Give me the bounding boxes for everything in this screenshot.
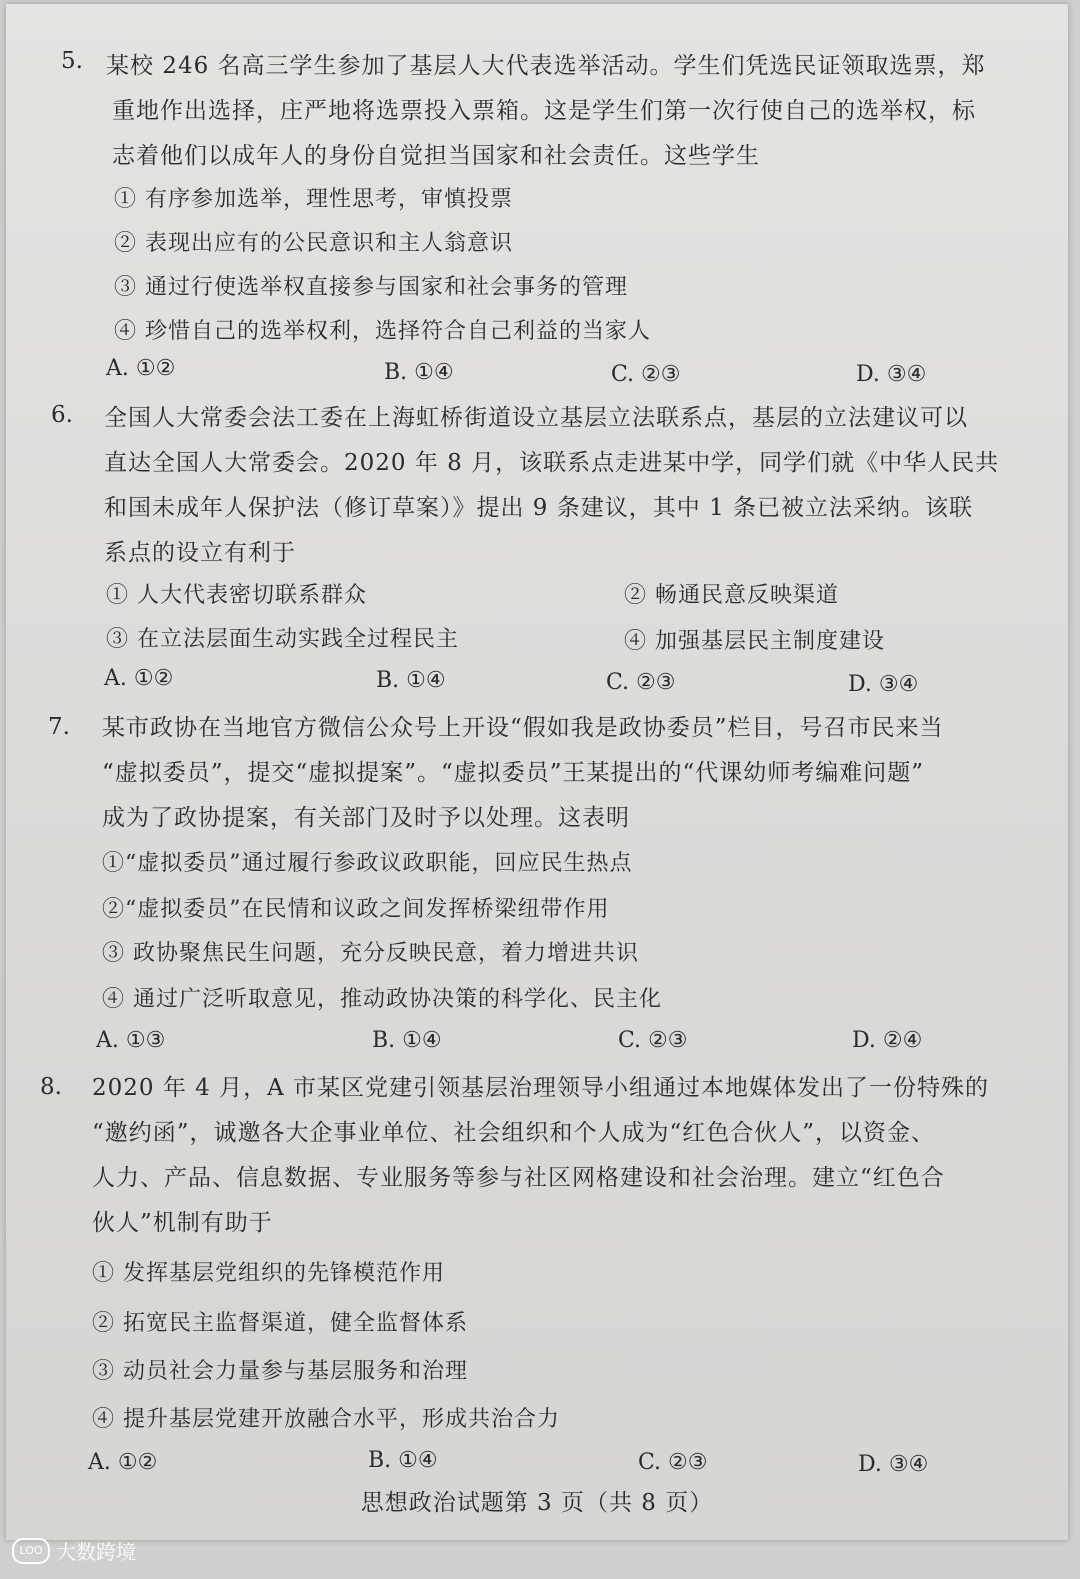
page-footer: 思想政治试题第 3 页（共 8 页） xyxy=(360,1490,714,1516)
option: ②“虚拟委员”在民情和议政之间发挥桥梁纽带作用 xyxy=(102,897,610,922)
stem-line: “虚拟委员”，提交“虚拟提案”。“虚拟委员”王某提出的“代课幼师考编难问题” xyxy=(102,760,925,786)
option: ③ 政协聚焦民生问题，充分反映民意，着力增进共识 xyxy=(102,941,639,966)
option: ③ 动员社会力量参与基层服务和治理 xyxy=(92,1359,468,1384)
answer-a: A. ①② xyxy=(88,1450,158,1475)
option: ①“虚拟委员”通过履行参政议政职能，回应民生热点 xyxy=(102,851,633,876)
answer-d: D. ③④ xyxy=(858,1452,929,1477)
stem-line: 伙人”机制有助于 xyxy=(92,1210,273,1236)
answer-a: A. ①③ xyxy=(96,1028,166,1053)
stem-line: 直达全国人大常委会。2020 年 8 月，该联系点走进某中学，同学们就《中华人民共 xyxy=(104,450,1000,476)
option: ② 表现出应有的公民意识和主人翁意识 xyxy=(114,231,513,256)
question-stem xyxy=(104,396,999,576)
answer-b: B. ①④ xyxy=(372,1028,442,1053)
stem-line: 全国人大常委会法工委在上海虹桥街道设立基层立法联系点，基层的立法建议可以 xyxy=(104,405,968,431)
stem-line: 某校 246 名高三学生参加了基层人大代表选举活动。学生们凭选民证领取选票，郑 xyxy=(106,53,986,79)
stem-line: 重地作出选择，庄严地将选票投入票箱。这是学生们第一次行使自己的选举权，标 xyxy=(112,98,976,124)
option: ④ 加强基层民主制度建设 xyxy=(624,629,885,654)
answer-b: B. ①④ xyxy=(368,1448,438,1473)
stem-line: 和国未成年人保护法（修订草案）》提出 9 条建议，其中 1 条已被立法采纳。该联 xyxy=(104,495,974,521)
answer-b: B. ①④ xyxy=(376,668,446,693)
stem-line: 某市政协在当地官方微信公众号上开设“假如我是政协委员”栏目，号召市民来当 xyxy=(102,715,944,741)
option: ③ 在立法层面生动实践全过程民主 xyxy=(106,627,459,652)
answer-c: C. ②③ xyxy=(638,1450,708,1475)
option: ③ 通过行使选举权直接参与国家和社会事务的管理 xyxy=(114,275,628,300)
option: ④ 珍惜自己的选举权利，选择符合自己利益的当家人 xyxy=(114,319,651,344)
answer-a: A. ①② xyxy=(104,666,174,691)
stem-line: 人力、产品、信息数据、专业服务等参与社区网格建设和社会治理。建立“红色合 xyxy=(92,1165,945,1191)
answer-c: C. ②③ xyxy=(611,362,681,387)
watermark-text: 大数跨境 xyxy=(56,1540,136,1564)
answer-d: D. ②④ xyxy=(852,1028,923,1053)
stem-line: 成为了政协提案，有关部门及时予以处理。这表明 xyxy=(102,805,630,831)
question-number: 5. xyxy=(61,48,83,74)
answer-d: D. ③④ xyxy=(848,672,919,697)
question-number: 7. xyxy=(48,714,70,740)
question-number: 6. xyxy=(51,402,73,428)
option: ② 拓宽民主监督渠道，健全监督体系 xyxy=(92,1311,468,1336)
option: ① 人大代表密切联系群众 xyxy=(106,583,367,608)
answer-a: A. ①② xyxy=(106,356,176,381)
option: ② 畅通民意反映渠道 xyxy=(624,583,839,608)
exam-page xyxy=(6,4,1068,1540)
question-stem xyxy=(92,1066,989,1246)
question-number: 8. xyxy=(40,1074,62,1100)
answer-c: C. ②③ xyxy=(606,670,676,695)
option: ① 发挥基层党组织的先锋模范作用 xyxy=(92,1261,445,1286)
stem-line: 系点的设立有利于 xyxy=(104,540,296,566)
question-stem xyxy=(102,706,944,841)
watermark xyxy=(12,1536,136,1565)
option: ④ 通过广泛听取意见，推动政协决策的科学化、民主化 xyxy=(102,987,662,1012)
watermark-logo-icon: LOO xyxy=(12,1538,50,1564)
stem-line: 2020 年 4 月，A 市某区党建引领基层治理领导小组通过本地媒体发出了一份特殊的 xyxy=(92,1075,990,1101)
option: ① 有序参加选举，理性思考，审慎投票 xyxy=(114,187,513,212)
answer-d: D. ③④ xyxy=(856,362,927,387)
question-stem xyxy=(106,44,986,179)
stem-line: 志着他们以成年人的身份自觉担当国家和社会责任。这些学生 xyxy=(112,143,760,169)
option: ④ 提升基层党建开放融合水平，形成共治合力 xyxy=(92,1407,560,1432)
answer-c: C. ②③ xyxy=(618,1028,688,1053)
stem-line: “邀约函”，诚邀各大企事业单位、社会组织和个人成为“红色合伙人”，以资金、 xyxy=(92,1120,936,1146)
answer-b: B. ①④ xyxy=(384,360,454,385)
